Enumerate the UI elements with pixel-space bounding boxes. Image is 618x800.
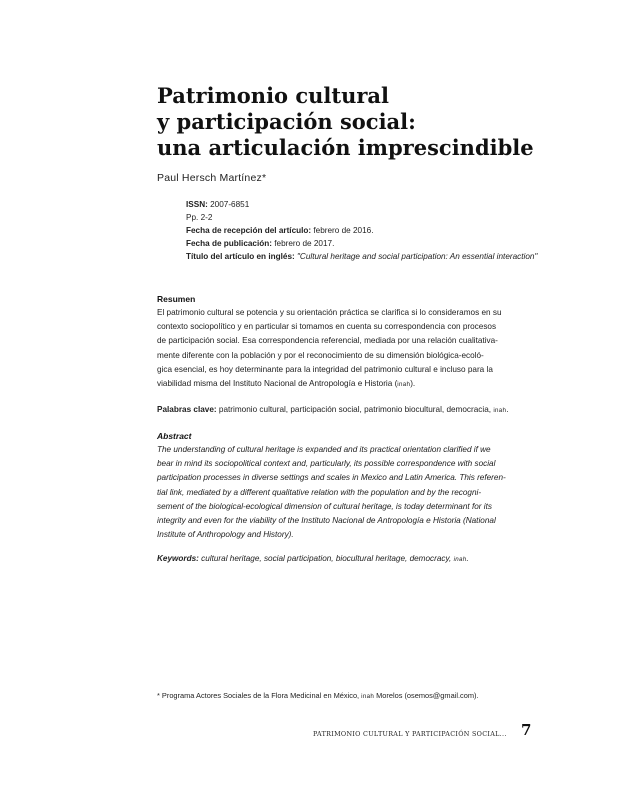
palabras-clave-end: . [506,405,509,414]
resumen-line: de participación social. Esa correspondencia referencial, mediada por una relación cualitativa- [157,336,498,346]
keywords-abbr: inah [453,556,467,563]
reception-label: Fecha de recepción del artículo: [186,226,312,235]
resumen-line: El patrimonio cultural se potencia y su orientación práctica se clarifica si lo consideramos en su [157,308,502,317]
article-metadata [186,198,551,263]
resumen-body [157,306,533,392]
palabras-clave-value: patrimonio cultural, participación social, patrimonio biocultural, democracia, [216,405,494,414]
abstract-line: participation processes in diverse settings and scales in Mexico and Latin America. This referen- [157,473,506,483]
publication-row [186,237,551,250]
abstract-line: bear in mind its sociopolitical context and, particularly, its possible correspondence with social [157,459,496,469]
resumen-heading: Resumen [157,294,196,304]
abstract-body [157,443,533,542]
palabras-clave [157,405,537,414]
resumen-abbr: inah [397,381,411,389]
abstract-line: The understanding of cultural heritage is expanded and its practical orientation clarified if we [157,445,491,454]
keywords-value: cultural heritage, social participation, biocultural heritage, democracy, [198,554,454,563]
abstract-line: tial link, mediated by a different qualitative relation with the population and by the recogni- [157,487,482,497]
abstract-line: Institute of Anthropology and History). [157,530,294,540]
publication-label: Fecha de publicación: [186,239,272,248]
article-title [157,83,597,161]
abstract-heading: Abstract [157,431,192,441]
keywords-end: . [466,554,469,563]
pages-row: Pp. 2-2 [186,213,213,222]
author-name: Paul Hersch Martínez* [157,172,267,184]
abstract-line: integrity and even for the viability of the Instituto Nacional de Antropología e Historia (National [157,516,496,526]
footnote-text: * Programa Actores Sociales de la Flora Medicinal en México, [157,691,362,700]
footnote-abbr: inah [361,693,375,700]
publication-value: febrero de 2017. [272,239,335,248]
resumen-line: gica esencial, es hoy determinante para la integridad del patrimonio cultural e incluso para la [157,364,493,374]
issn-label: ISSN: [186,200,208,209]
page-number: 7 [521,721,532,739]
issn-value: 2007-6851 [207,200,250,209]
reception-value: febrero de 2016. [311,226,374,235]
resumen-last-end: ). [410,379,416,389]
palabras-clave-abbr: inah [493,407,507,414]
reception-row [186,224,551,237]
footnote-end: Morelos (osemos@gmail.com). [374,691,479,700]
issn-row [186,198,551,211]
english-title-row [186,250,551,263]
keywords [157,554,537,563]
title-line-1: Patrimonio cultural [157,83,390,108]
footnote [157,691,479,700]
english-title-label: Título del artículo en inglés: [186,252,295,261]
keywords-label: Keywords: [157,554,199,563]
resumen-last-text: viabilidad misma del Instituto Nacional de Antropología e Historia ( [157,379,398,389]
resumen-line-last [157,377,533,392]
title-line-2: y participación social: [157,109,416,134]
palabras-clave-label: Palabras clave: [157,405,217,414]
abstract-line: sement of the biological-ecological dimension of cultural heritage, is today determinant for its [157,501,492,511]
title-line-3: una articulación imprescindible [157,135,534,160]
english-title-value: "Cultural heritage and social participation: An essential interaction" [294,252,538,261]
resumen-line: contexto sociopolítico y en particular si tomamos en cuenta su correspondencia con procesos [157,322,497,332]
running-head: PATRIMONIO CULTURAL Y PARTICIPACIÓN SOCIAL... [313,730,507,738]
resumen-line: mente diferente con la población y por el reconocimiento de su dimensión biológica-ecoló- [157,350,484,360]
